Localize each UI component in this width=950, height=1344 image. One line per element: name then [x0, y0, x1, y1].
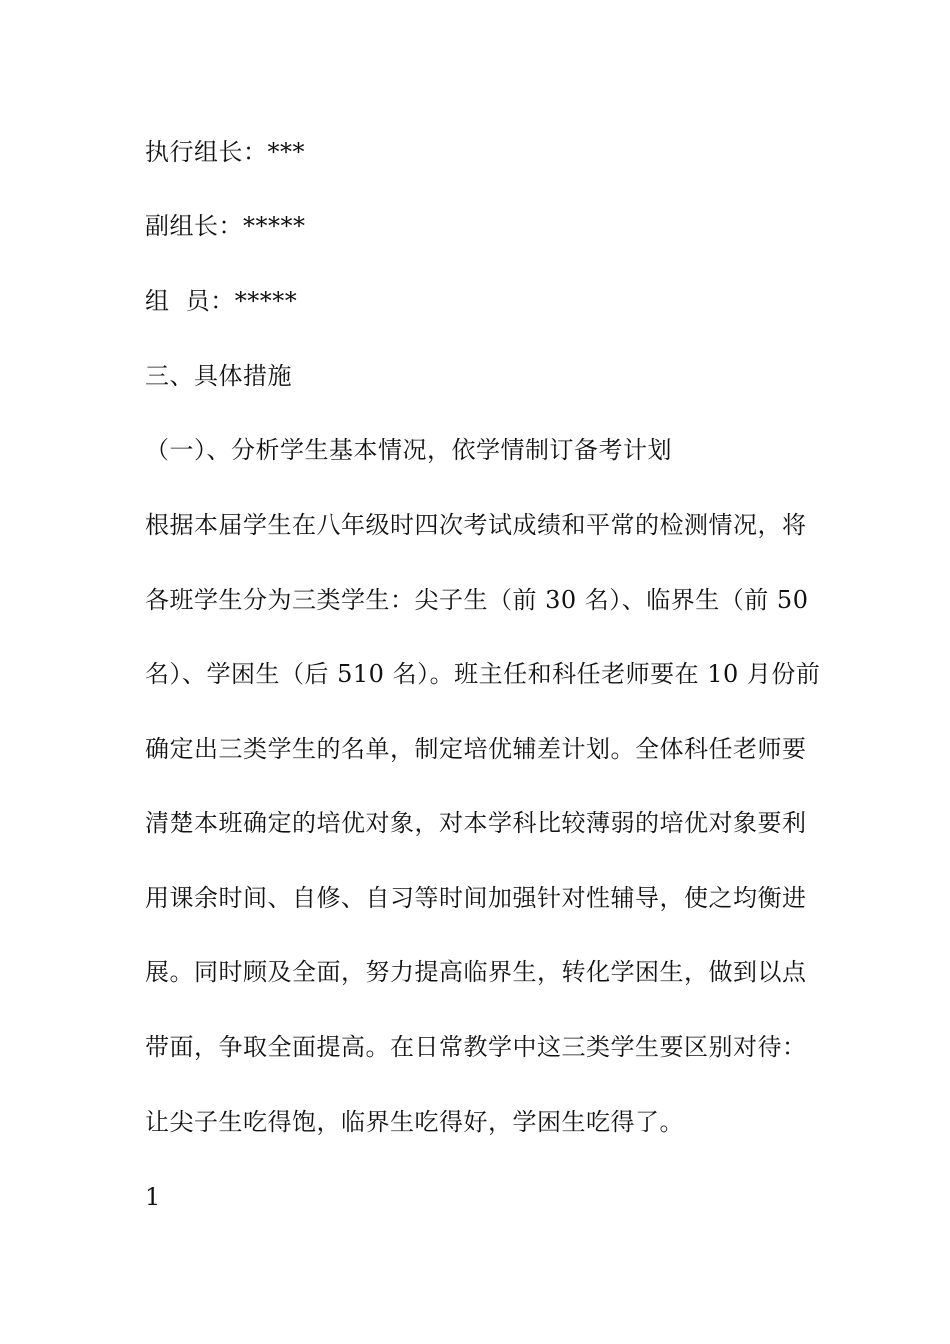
paragraph-line: 名）、学困生（后 510 名）。班主任和科任老师要在 10 月份前 — [145, 660, 821, 688]
paragraph-line: 带面，争取全面提高。在日常教学中这三类学生要区别对待： — [145, 1033, 807, 1061]
paragraph-line: 各班学生分为三类学生：尖子生（前 30 名）、临界生（前 50 — [145, 586, 809, 614]
paragraph-line: 根据本届学生在八年级时四次考试成绩和平常的检测情况，将 — [145, 511, 807, 539]
executive-leader-line: 执行组长：*** — [145, 138, 305, 166]
deputy-leader-line: 副组长：***** — [145, 212, 306, 240]
paragraph-line: 用课余时间、自修、自习等时间加强针对性辅导，使之均衡进 — [145, 884, 807, 912]
page-number: 1 — [145, 1183, 161, 1211]
paragraph-line: 展。同时顾及全面，努力提高临界生，转化学困生，做到以点 — [145, 958, 807, 986]
subsection-heading: （一）、分析学生基本情况，依学情制订备考计划 — [145, 436, 672, 464]
section-heading: 三、具体措施 — [145, 362, 292, 390]
paragraph-line: 让尖子生吃得饱，临界生吃得好，学困生吃得了。 — [145, 1108, 684, 1136]
members-line: 组 员：***** — [145, 287, 298, 315]
paragraph-line: 清楚本班确定的培优对象，对本学科比较薄弱的培优对象要利 — [145, 809, 807, 837]
paragraph-line: 确定出三类学生的名单，制定培优辅差计划。全体科任老师要 — [145, 735, 807, 763]
